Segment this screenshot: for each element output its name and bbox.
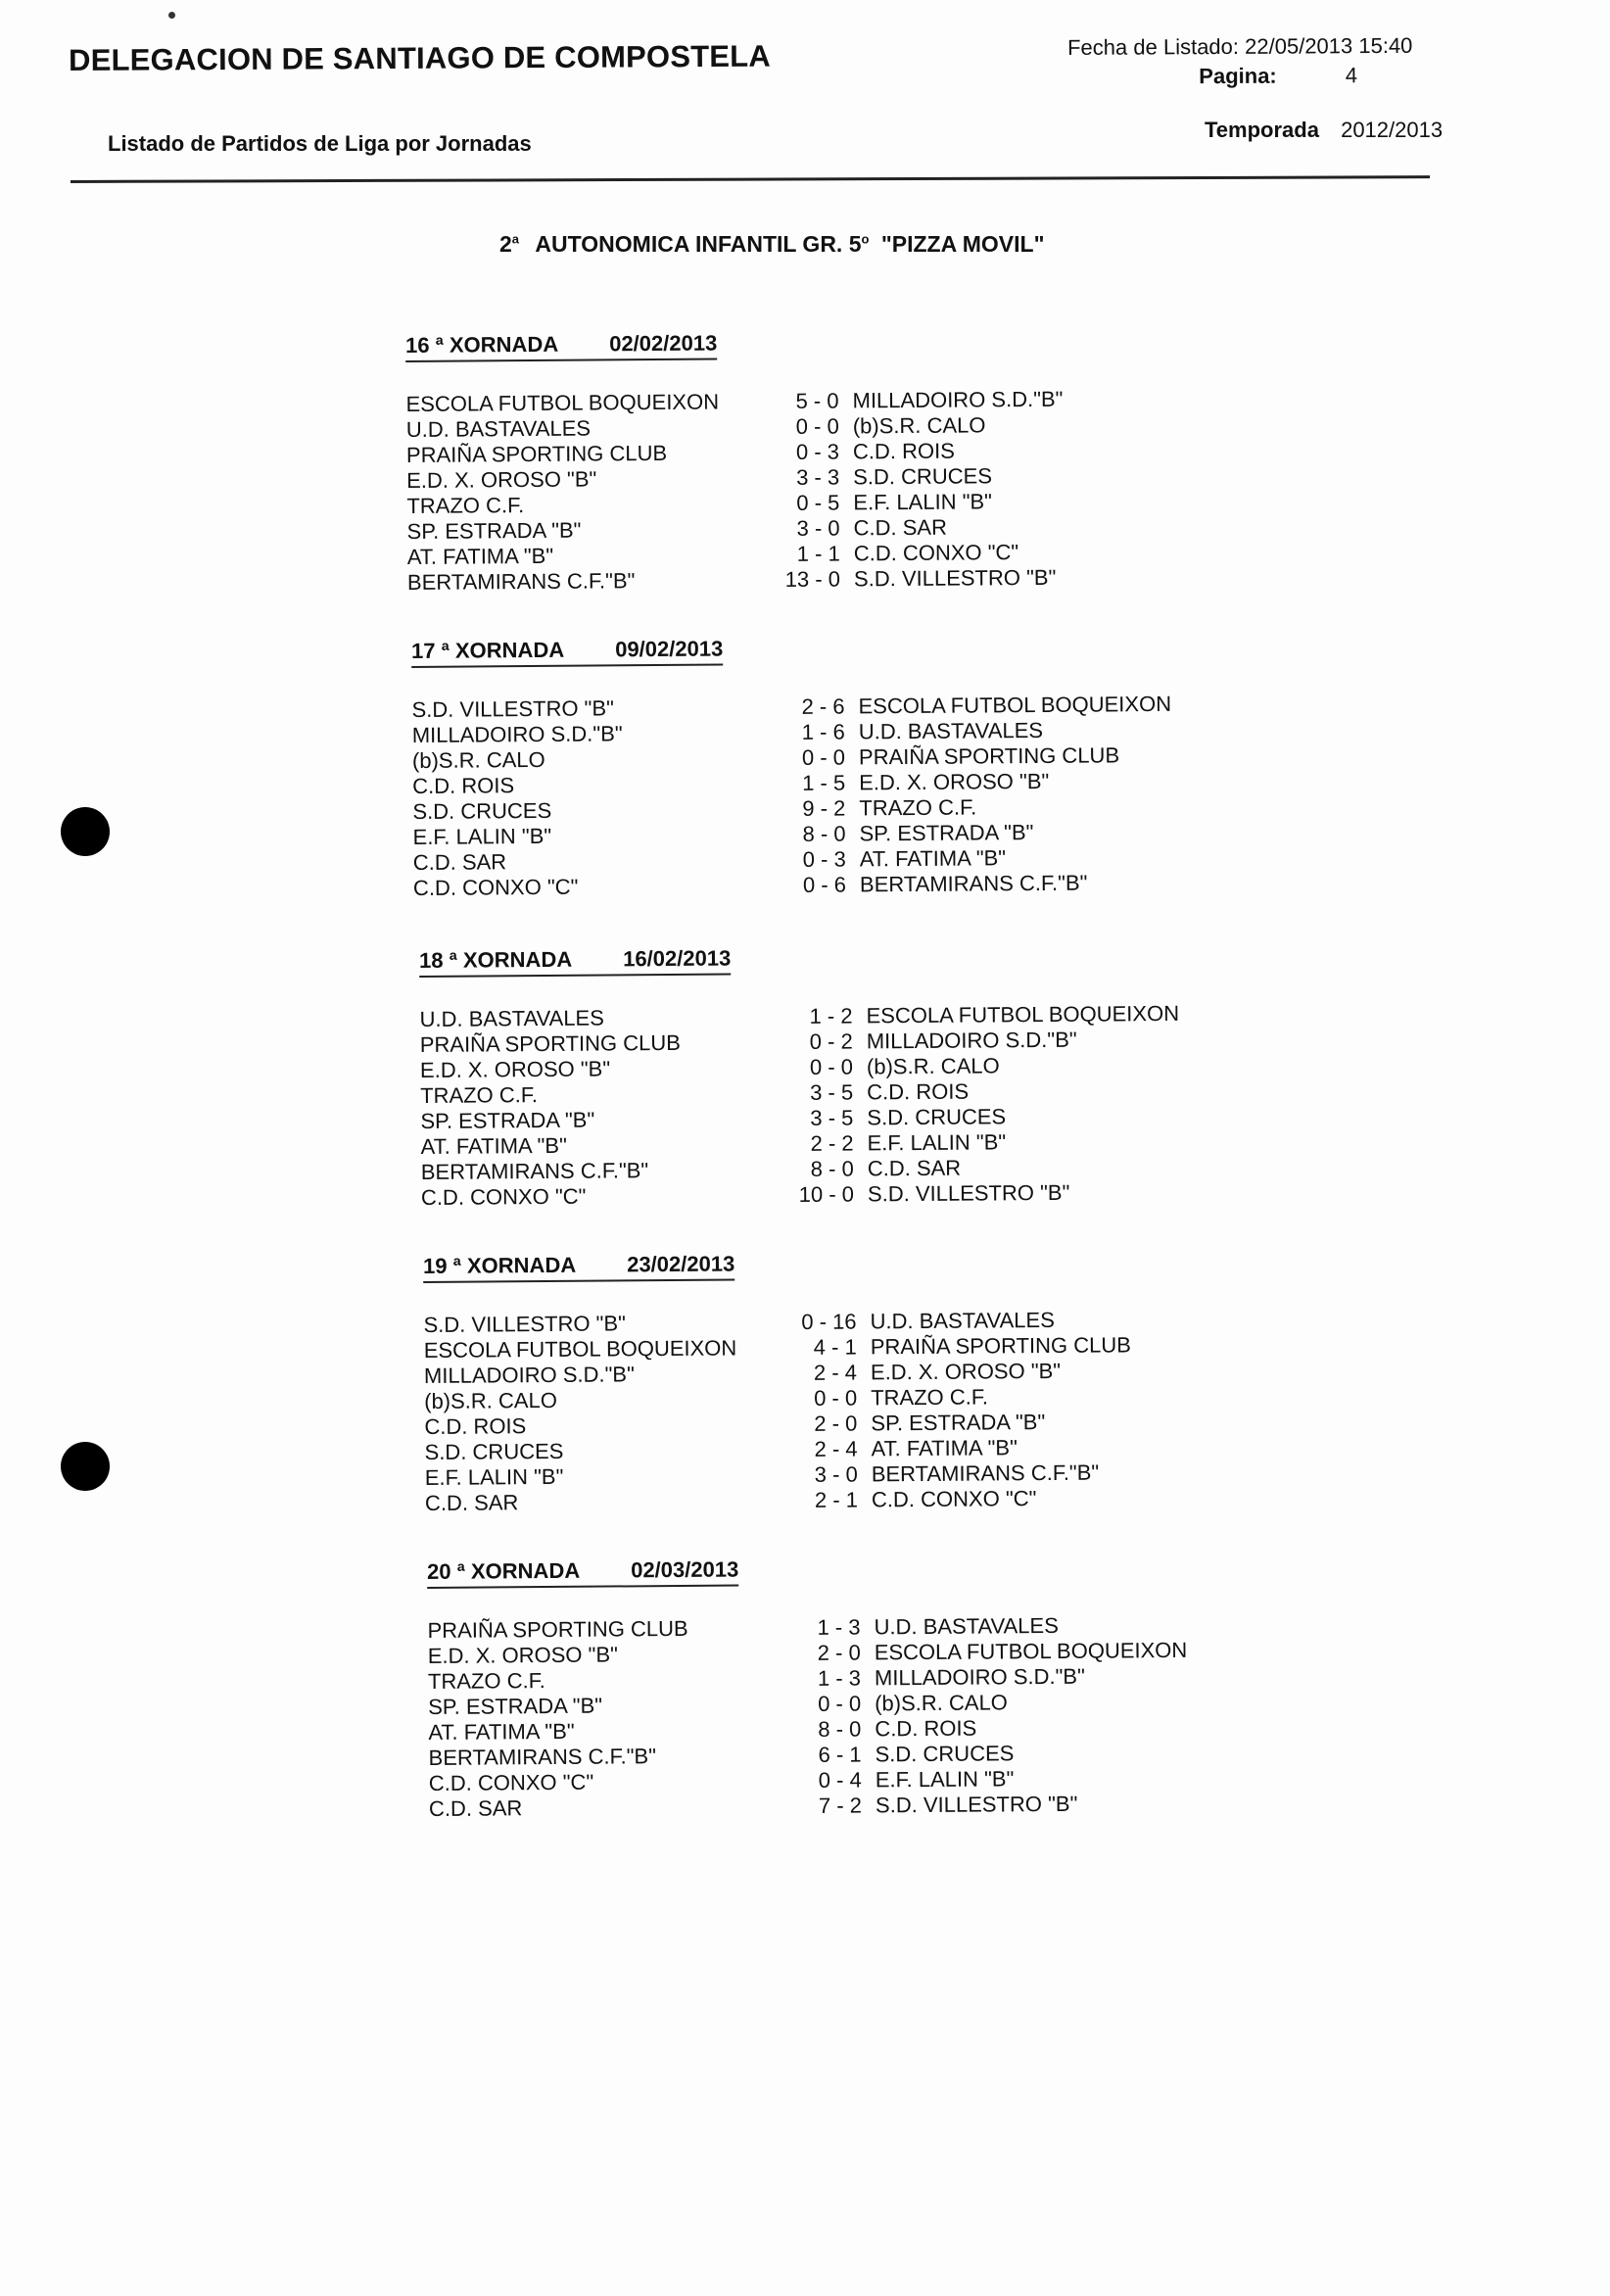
match-row bbox=[420, 1155, 962, 1184]
match-row bbox=[424, 1384, 989, 1413]
match-row bbox=[419, 1027, 1077, 1057]
match-score: 0 - 5 bbox=[796, 490, 840, 515]
home-team: S.D. VILLESTRO "B" bbox=[423, 1311, 627, 1337]
home-team: E.D. X. OROSO "B" bbox=[419, 1056, 611, 1082]
match-row bbox=[428, 1741, 1015, 1770]
home-team: MILLADOIRO S.D."B" bbox=[411, 721, 623, 747]
match-row bbox=[428, 1715, 977, 1745]
home-team: C.D. ROIS bbox=[412, 773, 515, 798]
jornada-title: 16 ª XORNADA bbox=[405, 331, 559, 358]
away-team: C.D. ROIS bbox=[875, 1715, 977, 1742]
jornada-heading bbox=[427, 1557, 738, 1589]
match-score: 3 - 0 bbox=[814, 1461, 858, 1487]
home-team: AT. FATIMA "B" bbox=[420, 1132, 567, 1159]
jornada-block bbox=[419, 945, 1180, 1211]
match-score: 8 - 0 bbox=[802, 821, 846, 846]
jornada-date: 23/02/2013 bbox=[627, 1251, 735, 1277]
season-row bbox=[1205, 118, 1443, 143]
match-score: 0 - 2 bbox=[809, 1028, 853, 1054]
away-team: E.D. X. OROSO "B" bbox=[859, 768, 1050, 795]
match-row bbox=[427, 1612, 1059, 1643]
match-score: 3 - 5 bbox=[810, 1079, 854, 1105]
away-team: PRAIÑA SPORTING CLUB bbox=[870, 1332, 1131, 1360]
home-team: SP. ESTRADA "B" bbox=[428, 1693, 603, 1719]
match-score: 2 - 2 bbox=[810, 1130, 854, 1156]
home-team: C.D. CONXO "C" bbox=[420, 1183, 587, 1210]
home-team: SP. ESTRADA "B" bbox=[406, 517, 582, 544]
match-score: 0 - 3 bbox=[795, 439, 840, 464]
home-team: E.D. X. OROSO "B" bbox=[406, 466, 597, 493]
away-team: C.D. SAR bbox=[853, 514, 948, 541]
match-score: 7 - 2 bbox=[818, 1793, 863, 1818]
match-row bbox=[406, 540, 1019, 569]
home-team: PRAIÑA SPORTING CLUB bbox=[419, 1029, 681, 1057]
away-team: U.D. BASTAVALES bbox=[858, 717, 1044, 744]
match-score: 1 - 2 bbox=[809, 1003, 853, 1028]
away-team: (b)S.R. CALO bbox=[875, 1690, 1008, 1716]
home-team: E.F. LALIN "B" bbox=[424, 1463, 564, 1490]
match-row bbox=[406, 564, 1057, 595]
away-team: S.D. CRUCES bbox=[875, 1741, 1015, 1767]
match-row bbox=[428, 1766, 1015, 1795]
match-score: 0 - 0 bbox=[814, 1385, 858, 1411]
scan-speck bbox=[168, 12, 175, 19]
home-team: TRAZO C.F. bbox=[420, 1082, 539, 1108]
home-team: ESCOLA FUTBOL BOQUEIXON bbox=[405, 389, 720, 416]
punch-hole bbox=[61, 807, 110, 856]
match-score: 1 - 3 bbox=[817, 1665, 862, 1691]
home-team: BERTAMIRANS C.F."B" bbox=[420, 1158, 649, 1184]
home-team: C.D. ROIS bbox=[424, 1413, 527, 1439]
home-team: (b)S.R. CALO bbox=[411, 746, 545, 773]
home-team: S.D. CRUCES bbox=[424, 1438, 564, 1464]
home-team: TRAZO C.F. bbox=[406, 493, 525, 518]
home-team: AT. FATIMA "B" bbox=[428, 1718, 575, 1745]
match-row bbox=[412, 794, 977, 824]
match-row bbox=[424, 1459, 1100, 1490]
competition-name-b: "PIZZA MOVIL" bbox=[880, 231, 1045, 257]
match-row bbox=[428, 1690, 1008, 1719]
away-team: C.D. CONXO "C" bbox=[871, 1486, 1037, 1512]
home-team: U.D. BASTAVALES bbox=[405, 415, 592, 442]
home-team: E.D. X. OROSO "B" bbox=[427, 1642, 618, 1668]
home-team: C.D. SAR bbox=[412, 849, 507, 875]
punch-hole bbox=[61, 1442, 110, 1491]
away-team: S.D. VILLESTRO "B" bbox=[867, 1179, 1070, 1207]
away-team: AT. FATIMA "B" bbox=[859, 845, 1007, 872]
home-team: AT. FATIMA "B" bbox=[406, 543, 554, 569]
match-score: 9 - 2 bbox=[802, 795, 846, 821]
match-score: 6 - 1 bbox=[818, 1742, 862, 1767]
match-score: 8 - 0 bbox=[818, 1716, 862, 1742]
listing-date-value: 22/05/2013 15:40 bbox=[1245, 32, 1413, 59]
season-label: Temporada bbox=[1205, 118, 1319, 142]
away-team: E.D. X. OROSO "B" bbox=[870, 1358, 1062, 1385]
away-team: C.D. ROIS bbox=[852, 438, 955, 464]
competition-prefix-sup: a bbox=[511, 231, 520, 247]
match-score: 1 - 5 bbox=[802, 770, 846, 795]
page-subtitle: Listado de Partidos de Liga por Jornadas bbox=[108, 131, 532, 156]
match-row bbox=[406, 514, 948, 544]
match-row bbox=[428, 1791, 1078, 1821]
away-team: AT. FATIMA "B" bbox=[871, 1435, 1018, 1461]
header-divider bbox=[71, 175, 1430, 183]
listing-date-row bbox=[1067, 33, 1412, 65]
match-score: 4 - 1 bbox=[813, 1334, 857, 1360]
match-score: 0 - 16 bbox=[801, 1309, 857, 1334]
match-score: 1 - 6 bbox=[801, 719, 845, 744]
match-row bbox=[419, 1000, 1180, 1031]
match-row bbox=[420, 1078, 970, 1108]
match-row bbox=[423, 1332, 1131, 1363]
competition-name-a: AUTONOMICA INFANTIL GR. 5 bbox=[535, 231, 862, 257]
home-team: C.D. SAR bbox=[424, 1490, 519, 1515]
jornada-block bbox=[423, 1251, 1131, 1516]
jornada-title: 20 ª XORNADA bbox=[427, 1557, 581, 1584]
away-team: C.D. SAR bbox=[867, 1155, 962, 1181]
match-score: 0 - 6 bbox=[802, 872, 847, 897]
home-team: C.D. SAR bbox=[428, 1795, 523, 1821]
away-team: S.D. CRUCES bbox=[853, 463, 993, 490]
away-team: MILLADOIRO S.D."B" bbox=[866, 1027, 1077, 1054]
jornada-title: 19 ª XORNADA bbox=[423, 1252, 577, 1278]
jornada-block bbox=[411, 636, 1172, 901]
match-score: 5 - 0 bbox=[795, 388, 839, 413]
jornada-date: 02/03/2013 bbox=[631, 1556, 739, 1583]
home-team: PRAIÑA SPORTING CLUB bbox=[405, 440, 668, 467]
match-row bbox=[411, 691, 1172, 722]
match-score: 3 - 5 bbox=[810, 1105, 854, 1130]
match-row bbox=[427, 1663, 1085, 1694]
away-team: E.F. LALIN "B" bbox=[875, 1766, 1015, 1793]
home-team: BERTAMIRANS C.F."B" bbox=[428, 1744, 657, 1770]
match-row bbox=[420, 1104, 1007, 1133]
away-team: S.D. VILLESTRO "B" bbox=[853, 564, 1057, 592]
jornada-heading bbox=[423, 1252, 734, 1283]
jornada-block bbox=[427, 1556, 1188, 1822]
jornada-date: 16/02/2013 bbox=[623, 945, 732, 972]
match-row bbox=[420, 1129, 1007, 1159]
away-team: U.D. BASTAVALES bbox=[870, 1307, 1055, 1334]
away-team: ESCOLA FUTBOL BOQUEIXON bbox=[858, 691, 1172, 719]
home-team: E.F. LALIN "B" bbox=[412, 823, 552, 849]
match-score: 2 - 4 bbox=[814, 1436, 858, 1461]
away-team: BERTAMIRANS C.F."B" bbox=[871, 1459, 1100, 1487]
match-row bbox=[412, 870, 1088, 900]
match-row bbox=[405, 386, 1064, 416]
match-score: 2 - 4 bbox=[813, 1360, 858, 1385]
match-score: 1 - 3 bbox=[817, 1614, 861, 1640]
page-number-label: Pagina: bbox=[1199, 63, 1277, 89]
home-team: TRAZO C.F. bbox=[427, 1668, 545, 1694]
away-team: U.D. BASTAVALES bbox=[874, 1612, 1059, 1640]
jornada-heading bbox=[411, 637, 723, 668]
match-row bbox=[420, 1179, 1070, 1210]
match-row bbox=[423, 1307, 1055, 1337]
home-team: C.D. CONXO "C" bbox=[428, 1769, 594, 1795]
home-team: (b)S.R. CALO bbox=[424, 1387, 557, 1413]
jornada-heading bbox=[405, 331, 717, 362]
match-row bbox=[411, 717, 1044, 747]
match-score: 2 - 0 bbox=[814, 1411, 858, 1436]
jornada-date: 02/02/2013 bbox=[609, 330, 718, 357]
home-team: U.D. BASTAVALES bbox=[419, 1005, 604, 1031]
match-score: 10 - 0 bbox=[798, 1181, 855, 1207]
match-score: 0 - 0 bbox=[809, 1054, 854, 1079]
away-team: TRAZO C.F. bbox=[859, 794, 977, 821]
page-number-value: 4 bbox=[1345, 63, 1358, 88]
jornada-block bbox=[405, 330, 1064, 596]
competition-prefix: 2 bbox=[499, 231, 512, 257]
match-score: 0 - 0 bbox=[818, 1691, 862, 1716]
match-row bbox=[412, 845, 1007, 875]
away-team: ESCOLA FUTBOL BOQUEIXON bbox=[874, 1637, 1188, 1665]
away-team: BERTAMIRANS C.F."B" bbox=[859, 870, 1088, 897]
home-team: C.D. CONXO "C" bbox=[412, 874, 579, 900]
match-row bbox=[424, 1486, 1037, 1515]
home-team: ESCOLA FUTBOL BOQUEIXON bbox=[423, 1335, 737, 1363]
home-team: PRAIÑA SPORTING CLUB bbox=[427, 1615, 688, 1643]
match-score: 2 - 0 bbox=[817, 1640, 861, 1665]
match-score: 3 - 0 bbox=[796, 515, 840, 541]
match-score: 2 - 1 bbox=[814, 1487, 859, 1512]
away-team: PRAIÑA SPORTING CLUB bbox=[858, 742, 1120, 770]
match-score: 8 - 0 bbox=[810, 1156, 854, 1181]
away-team: TRAZO C.F. bbox=[871, 1384, 989, 1411]
match-score: 0 - 4 bbox=[818, 1767, 862, 1793]
match-row bbox=[423, 1358, 1062, 1388]
match-row bbox=[424, 1435, 1018, 1464]
away-team: S.D. VILLESTRO "B" bbox=[875, 1791, 1078, 1818]
page-title: DELEGACION DE SANTIAGO DE COMPOSTELA bbox=[69, 38, 771, 77]
page-number-row bbox=[1067, 63, 1412, 94]
competition-title bbox=[499, 231, 1044, 258]
home-team: S.D. CRUCES bbox=[412, 797, 552, 824]
away-team: MILLADOIRO S.D."B" bbox=[874, 1663, 1085, 1691]
listing-meta bbox=[1067, 33, 1413, 94]
away-team: (b)S.R. CALO bbox=[866, 1053, 1000, 1079]
home-team: MILLADOIRO S.D."B" bbox=[423, 1362, 635, 1388]
away-team: MILLADOIRO S.D."B" bbox=[852, 386, 1064, 413]
match-score: 0 - 0 bbox=[801, 744, 846, 770]
away-team: E.F. LALIN "B" bbox=[853, 489, 993, 515]
match-score: 0 - 3 bbox=[802, 846, 846, 872]
away-team: SP. ESTRADA "B" bbox=[871, 1410, 1046, 1436]
match-score: 2 - 6 bbox=[801, 694, 845, 719]
away-team: S.D. CRUCES bbox=[867, 1104, 1007, 1130]
match-row bbox=[405, 412, 986, 442]
jornada-heading bbox=[419, 946, 731, 978]
match-score: 13 - 0 bbox=[784, 566, 841, 592]
match-row bbox=[427, 1637, 1188, 1668]
match-row bbox=[412, 768, 1050, 798]
match-row bbox=[406, 463, 993, 493]
match-row bbox=[411, 742, 1120, 773]
home-team: BERTAMIRANS C.F."B" bbox=[406, 568, 636, 595]
away-team: C.D. ROIS bbox=[867, 1078, 970, 1105]
jornada-title: 17 ª XORNADA bbox=[411, 637, 565, 663]
jornada-title: 18 ª XORNADA bbox=[419, 946, 573, 973]
match-row bbox=[424, 1410, 1046, 1439]
match-row bbox=[406, 489, 993, 518]
match-score: 3 - 3 bbox=[796, 464, 840, 490]
away-team: E.F. LALIN "B" bbox=[867, 1129, 1007, 1156]
match-score: 1 - 1 bbox=[796, 541, 840, 566]
away-team: C.D. CONXO "C" bbox=[853, 540, 1019, 566]
listing-date-label: Fecha de Listado: bbox=[1067, 33, 1240, 60]
match-row bbox=[412, 820, 1034, 849]
home-team: SP. ESTRADA "B" bbox=[420, 1107, 595, 1133]
away-team: (b)S.R. CALO bbox=[852, 412, 986, 439]
season-value: 2012/2013 bbox=[1341, 118, 1444, 142]
away-team: ESCOLA FUTBOL BOQUEIXON bbox=[866, 1000, 1180, 1028]
match-score: 0 - 0 bbox=[795, 413, 839, 439]
away-team: SP. ESTRADA "B" bbox=[859, 820, 1034, 846]
jornada-date: 09/02/2013 bbox=[615, 636, 724, 662]
home-team: S.D. VILLESTRO "B" bbox=[411, 695, 615, 722]
competition-name-sup: o bbox=[861, 231, 870, 247]
match-row bbox=[405, 438, 955, 467]
match-row bbox=[419, 1053, 1000, 1082]
